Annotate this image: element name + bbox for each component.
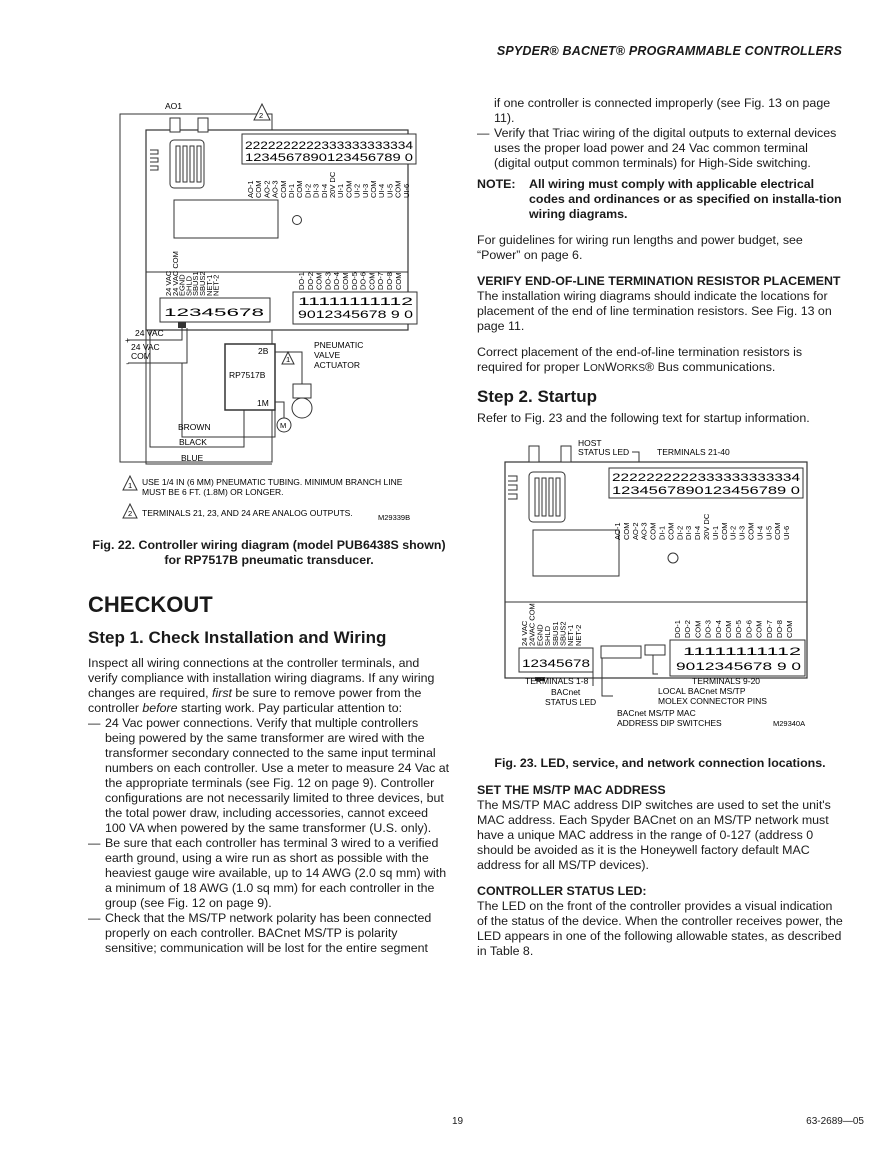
terminal-label: NET-2 [211,274,221,296]
step1-heading: Step 1. Check Installation and Wiring [88,628,387,647]
terminal-label: UI-3 [737,525,747,540]
terminal-label: SBUS1 [191,271,201,296]
note-2-mark: 2 [259,111,264,120]
terminal-label: DI-2 [303,183,313,198]
terminal-label: COM [621,522,631,540]
correct-b: W [604,360,617,374]
correct-c: ® Bus communications. [645,360,776,374]
terminal-label: DI-4 [693,525,703,540]
bottom-right-terminal-labels [297,272,403,290]
bacnet-led-l2: STATUS LED [545,697,597,707]
terminal-label: COM [369,180,378,198]
verify-text: The installation wiring diagrams should indicate the locations for placement of the end of line termination resistors. See Fig. 13 on page 11. [477,289,832,333]
terminal-label: DO-2 [683,620,693,638]
page-number: 19 [452,1116,464,1127]
continued-text: if one controller is connected improperly (see Fig. 13 on page 11). [494,96,831,125]
checklist-item: — 24 Vac power connections. Verify that multiple controllers being powered by the same transformer are wired with the transformer secondary connected to the same input terminal numbers on each controller. Use a meter to measure 24 Vac at the appropriate terminals (see Fig. 12 on page 9). Controller configurations are not necessarily limited to three devices, but the total power draw, including accessories, cannot exceed 100 VA when powered by the same transformer (U.S. only). [88,716,450,836]
terminal-label: UI-6 [401,183,411,198]
figure-23-caption: Fig. 23. LED, service, and network connection locations. [494,756,826,770]
wiring-note [477,177,843,222]
local-molex-l1: LOCAL BACnet MS/TP [658,686,746,696]
terminal-label: DO-3 [703,620,713,638]
terminal-label: AO-1 [246,180,255,198]
terminal-label: DO-1 [673,620,682,638]
terminal-label: SBUS2 [558,621,568,646]
motor-symbol: M [280,421,287,430]
bottom-right-row1: 11111111112 [298,296,413,308]
note-1-mark: 1 [286,355,291,364]
bottom-right-row2: 9012345678 9 0 [298,309,413,321]
figure-22-code: M29339B [378,513,411,522]
terminal-label: UI-1 [336,183,346,198]
terminal-label: UI-2 [352,183,362,198]
figure-23-code: M29340A [773,719,806,728]
wire-brown: BROWN [178,422,211,432]
actuator-l3: ACTUATOR [314,360,360,370]
terminal-label: DO-6 [358,272,368,290]
dip-switch-l1: BACnet MS/TP MAC [617,708,696,718]
step1-checklist [88,716,450,956]
set-mac-heading: SET THE MS/TP MAC ADDRESS [477,783,666,797]
terminal-label: DI-2 [675,525,685,540]
terminal-label: COM [254,180,264,198]
terminal-label: COM [393,180,403,198]
top-terminal-row1: 2222222222333333333334 [612,472,800,484]
note-2-icon-text: 2 [128,509,133,518]
actuator-l1: PNEUMATIC [314,340,364,350]
terminal-label: COM [341,272,350,290]
checklist-item: — Check that the MS/TP network polarity has been connected properly on each controller. BACnet MS/TP is polarity sensitive; communication will be lost for the entire segment [88,911,450,956]
bottom-left-numbers: 12345678 [522,658,590,670]
terminal-label: COM [719,522,729,540]
terminal-label: EGND [535,624,545,646]
terminal-label: DO-2 [305,272,315,290]
terminal-label: DO-4 [332,272,342,290]
terminal-label: COM [724,620,733,638]
terminal-label: SBUS2 [198,271,207,296]
terminal-label: COM [393,272,403,290]
terminals-21-40-label: TERMINALS 21-40 [657,447,730,457]
correct-sc1: ON [589,363,605,374]
terminal-label: DO-3 [323,272,333,290]
terminal-label: COM [648,522,658,540]
left-column [88,92,450,956]
terminal-label: 24 VAC [164,270,173,296]
terminal-label: AO-1 [613,522,622,540]
terminal-label: COM [746,522,756,540]
terminal-label: COM [693,620,703,638]
terminal-label: DO-6 [744,620,754,638]
terminal-label: NET-2 [573,624,583,646]
terminal-label: UI-5 [385,183,395,198]
led-heading: CONTROLLER STATUS LED: [477,884,647,898]
terminal-label: 20V DC [702,513,711,540]
terminal-label: AO-2 [262,180,272,198]
terminal-label: AO-3 [639,522,649,540]
vac-com-label-2: COM [131,351,151,361]
terminal-label: COM [367,272,377,290]
terminal-label: NET-1 [204,274,214,296]
document-number: 63-2689—05 [806,1116,864,1127]
terminal-label: DI-1 [287,183,296,198]
terminal-label: COM [344,180,354,198]
terminal-label: UI-2 [728,525,738,540]
terminal-label: COM [295,180,305,198]
minus-sign: - [126,358,129,368]
terminals-9-20-label: TERMINALS 9-20 [692,676,761,686]
host-led-l1: HOST [578,438,602,448]
correct-sc2: ORKS [616,363,646,374]
terminal-label: DI-1 [657,525,667,540]
terminal-label: DO-7 [764,620,774,638]
top-terminal-row2: 1234567890123456789 0 [612,485,800,497]
wire-blue: BLUE [181,453,204,463]
terminal-label: DO-7 [376,272,386,290]
triac-checklist [477,126,843,171]
dip-switch-l2: ADDRESS DIP SWITCHES [617,718,722,728]
step1-intro [88,656,450,716]
terminal-label: UI-4 [377,183,387,198]
intro-before: before [142,701,178,715]
led-text: The LED on the front of the controller provides a visual indication of the status of the device. When the controller receives power, the LED appears in one of the following allowable states, as described in Table 8. [477,899,843,958]
note-label: NOTE: [477,177,516,191]
note-1-icon-text: 1 [128,481,133,490]
terminal-2b: 2B [258,346,269,356]
note-1-line2: MUST BE 6 FT. (1.8M) OR LONGER. [142,487,284,497]
terminal-label: UI-4 [755,525,765,540]
bottom-right-row1: 11111111112 [683,646,801,658]
ao1-label: AO1 [165,101,183,111]
terminal-label: DI-3 [684,525,694,540]
note-1-line1: USE 1/4 IN (6 MM) PNEUMATIC TUBING. MINIMUM BRANCH LINE [142,477,403,487]
top-terminal-row1: 2222222222333333333334 [245,140,413,152]
terminal-label: DO-1 [297,272,306,290]
verify-heading: VERIFY END-OF-LINE TERMINATION RESISTOR PLACEMENT [477,274,841,288]
intro-text-b: be sure to remove power from the controller [88,686,422,715]
terminal-label: DI-4 [319,183,329,198]
terminal-label: UI-6 [782,525,792,540]
figure-22-wiring-diagram [88,92,450,532]
checkout-heading: CHECKOUT [88,592,213,617]
intro-text-a: Inspect all wiring connections at the controller terminals, and verify compliance with installation wiring diagrams. If any wiring changes are required, [88,656,435,700]
terminal-label: EGND [177,274,187,296]
terminal-1m: 1M [257,398,269,408]
terminal-label: NET-1 [566,624,576,646]
terminal-label: COM [785,620,795,638]
transducer-label: RP7517B [229,370,266,380]
checklist-item: — Verify that Triac wiring of the digital outputs to external devices uses the proper load power and 24 Vac common terminal (digital output common terminals) for High-Side switching. [477,126,843,171]
step2-text: Refer to Fig. 23 and the following text for startup information. [477,411,810,425]
terminal-label: SHLD [184,275,194,296]
terminal-label: AO-3 [270,180,280,198]
bottom-right-terminal-labels [673,620,794,638]
terminal-label: SBUS1 [550,621,560,646]
wire-black: BLACK [179,437,207,447]
terminal-label: DO-5 [349,272,359,290]
terminal-label: DO-5 [734,620,744,638]
note-text: All wiring must comply with applicable electrical codes and ordinances or as specified on installa-tion wiring diagrams. [529,177,842,221]
note-2-text: TERMINALS 21, 23, AND 24 ARE ANALOG OUTPUTS. [142,508,353,518]
terminal-label: DO-8 [385,272,394,290]
bottom-right-row2: 9012345678 9 0 [676,661,801,673]
figure-22-caption: Fig. 22. Controller wiring diagram (model PUB6438S shown) for RP7517B pneumatic transducer. [92,538,446,567]
bottom-left-numbers: 12345678 [164,307,264,319]
checklist-item: — Be sure that each controller has terminal 3 wired to a verified earth ground, using a wire run as short as possible with the heaviest gauge wire available, up to 14 AWG (2.0 sq mm) with a minimum of 18 AWG (1.0 sq mm) for each controller in the group (see Fig. 12 on page 9). [88,836,450,911]
terminal-label: AO-2 [630,522,640,540]
terminal-label: DO-8 [775,620,784,638]
vac-com-label-1: 24 VAC [131,342,160,352]
terminal-label: SHLD [543,625,553,646]
terminal-label: COM [666,522,676,540]
terminal-label: COM [773,522,783,540]
terminal-label: 24VAC COM [527,603,537,646]
terminal-label: 24 VAC COM [170,251,180,296]
host-led-l2: STATUS LED [578,447,630,457]
vac-label: 24 VAC [135,328,164,338]
correct-a: Correct placement of the end-of-line termination resistors is required for proper L [477,345,803,374]
set-mac-text: The MS/TP MAC address DIP switches are used to set the unit's MAC address. Each Spyder BACnet on an MS/TP network must have a unique MAC address in the range of 0-127 (address 0 should be avoided as it is the Honeywell factory default MAC address for all MS/TP devices). [477,798,831,872]
correct-placement-text [477,345,843,376]
terminal-label: 24 VAC [520,620,529,646]
local-molex-l2: MOLEX CONNECTOR PINS [658,696,767,706]
terminals-1-8-label: TERMINALS 1-8 [525,676,589,686]
intro-first: first [212,686,232,700]
terminal-label: 20V DC [328,171,337,198]
terminal-label: COM [314,272,324,290]
terminal-label: UI-1 [710,525,720,540]
terminal-label: DO-4 [713,620,723,638]
step2-heading: Step 2. Startup [477,387,597,406]
plus-sign: + [125,335,130,345]
top-terminal-row2: 1234567890123456789 0 [245,152,413,164]
intro-text-c: starting work. Pay particular attention to: [177,701,403,715]
terminal-label: UI-5 [764,525,774,540]
running-header: SPYDER® BACNET® PROGRAMMABLE CONTROLLERS [496,44,842,58]
actuator-l2: VALVE [314,350,341,360]
terminal-label: COM [754,620,764,638]
guidelines-text: For guidelines for wiring run lengths and power budget, see “Power” on page 6. [477,233,803,262]
figure-23-led-diagram [477,434,843,754]
terminal-label: COM [278,180,288,198]
right-column [477,96,843,959]
bacnet-led-l1: BACnet [551,687,581,697]
terminal-label: DI-3 [311,183,321,198]
terminal-label: UI-3 [360,183,370,198]
